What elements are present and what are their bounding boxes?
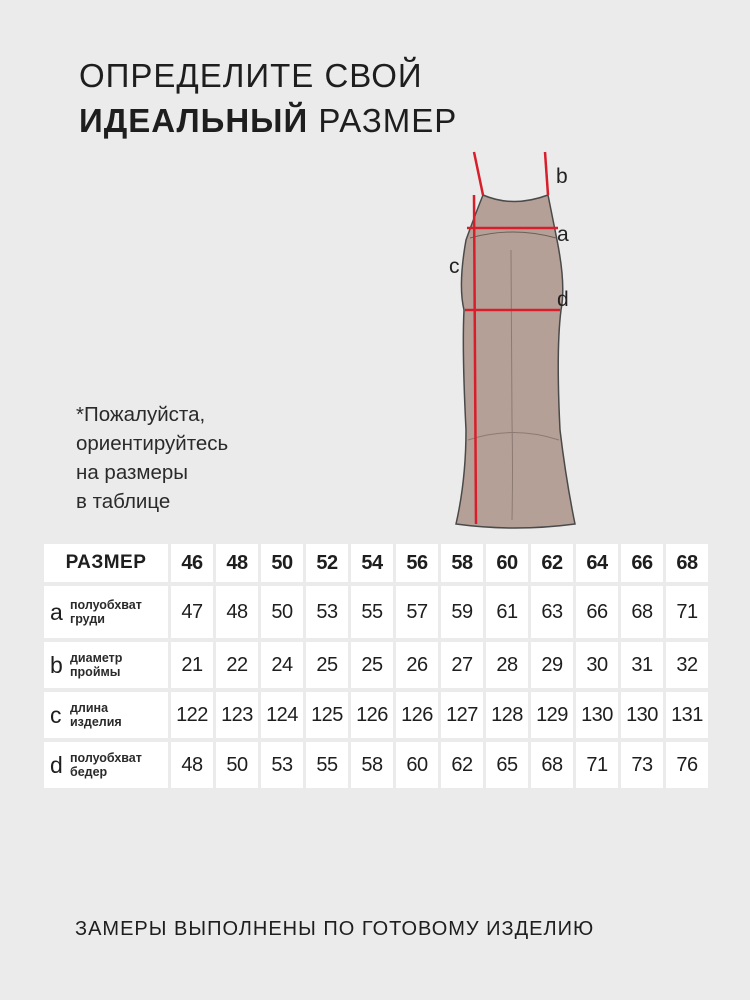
size-column-header: 60 — [486, 544, 528, 582]
footer-note: ЗАМЕРЫ ВЫПОЛНЕНЫ ПО ГОТОВОМУ ИЗДЕЛИЮ — [75, 918, 595, 940]
row-letter: c — [50, 701, 62, 728]
row-description-line: бедер — [70, 765, 108, 779]
row-description — [70, 701, 122, 729]
table-value-cell: 65 — [486, 742, 528, 788]
row-description-line: диаметр — [70, 651, 123, 665]
table-value-cell: 28 — [486, 642, 528, 688]
table-value-cell: 29 — [531, 642, 573, 688]
measure-line-b-right — [545, 152, 548, 195]
size-column-header: 52 — [306, 544, 348, 582]
table-value-cell: 126 — [351, 692, 393, 738]
table-value-cell: 25 — [306, 642, 348, 688]
size-column-header: 56 — [396, 544, 438, 582]
size-column-header: 54 — [351, 544, 393, 582]
table-value-cell: 47 — [171, 586, 213, 638]
table-value-cell: 24 — [261, 642, 303, 688]
row-label-a — [44, 586, 168, 638]
table-value-cell: 32 — [666, 642, 708, 688]
title-rest-word: РАЗМЕР — [308, 102, 458, 139]
row-description-line: полуобхват — [70, 751, 142, 765]
table-value-cell: 22 — [216, 642, 258, 688]
table-value-cell: 129 — [531, 692, 573, 738]
size-note — [76, 400, 228, 516]
size-header-cell: РАЗМЕР — [44, 544, 168, 582]
table-value-cell: 59 — [441, 586, 483, 638]
table-value-cell: 31 — [621, 642, 663, 688]
table-value-cell: 30 — [576, 642, 618, 688]
size-column-header: 66 — [621, 544, 663, 582]
row-label-c — [44, 692, 168, 738]
size-table — [44, 544, 708, 788]
table-value-cell: 27 — [441, 642, 483, 688]
table-value-cell: 58 — [351, 742, 393, 788]
size-column-header: 64 — [576, 544, 618, 582]
table-value-cell: 50 — [216, 742, 258, 788]
measure-line-b — [474, 152, 483, 195]
note-line: в таблице — [76, 490, 171, 513]
table-value-cell: 26 — [396, 642, 438, 688]
table-value-cell: 128 — [486, 692, 528, 738]
table-value-cell: 131 — [666, 692, 708, 738]
table-value-cell: 55 — [306, 742, 348, 788]
size-column-header: 50 — [261, 544, 303, 582]
note-line: на размеры — [76, 461, 189, 484]
table-value-cell: 126 — [396, 692, 438, 738]
table-value-cell: 48 — [171, 742, 213, 788]
table-value-cell: 71 — [666, 586, 708, 638]
table-value-cell: 125 — [306, 692, 348, 738]
row-label-d — [44, 742, 168, 788]
table-value-cell: 130 — [576, 692, 618, 738]
note-line: ориентируйтесь — [76, 432, 229, 455]
title-bold-word: ИДЕАЛЬНЫЙ — [79, 102, 309, 139]
table-value-cell: 71 — [576, 742, 618, 788]
table-value-cell: 124 — [261, 692, 303, 738]
row-label-b — [44, 642, 168, 688]
row-description-line: проймы — [70, 665, 121, 679]
table-value-cell: 60 — [396, 742, 438, 788]
row-description-line: длина — [70, 701, 109, 715]
table-value-cell: 63 — [531, 586, 573, 638]
table-value-cell: 21 — [171, 642, 213, 688]
size-column-header: 58 — [441, 544, 483, 582]
diagram-label-c: c — [449, 255, 460, 278]
size-column-header: 62 — [531, 544, 573, 582]
row-description-line: полуобхват — [70, 598, 142, 612]
table-value-cell: 57 — [396, 586, 438, 638]
table-value-cell: 62 — [441, 742, 483, 788]
title-line-1: ОПРЕДЕЛИТЕ СВОЙ — [79, 57, 423, 94]
row-letter: a — [50, 598, 63, 625]
row-description-line: изделия — [70, 715, 122, 729]
table-value-cell: 50 — [261, 586, 303, 638]
table-value-cell: 73 — [621, 742, 663, 788]
table-value-cell: 122 — [171, 692, 213, 738]
table-value-cell: 76 — [666, 742, 708, 788]
table-value-cell: 53 — [261, 742, 303, 788]
diagram-label-a: a — [557, 223, 569, 246]
diagram-label-d: d — [557, 288, 569, 311]
note-line: *Пожалуйста, — [76, 403, 206, 426]
size-column-header: 46 — [171, 544, 213, 582]
table-value-cell: 130 — [621, 692, 663, 738]
table-value-cell: 61 — [486, 586, 528, 638]
table-value-cell: 25 — [351, 642, 393, 688]
size-column-header: 48 — [216, 544, 258, 582]
table-value-cell: 48 — [216, 586, 258, 638]
table-value-cell: 68 — [531, 742, 573, 788]
table-value-cell: 66 — [576, 586, 618, 638]
table-value-cell: 68 — [621, 586, 663, 638]
row-letter: d — [50, 751, 63, 778]
row-letter: b — [50, 651, 63, 678]
table-value-cell: 123 — [216, 692, 258, 738]
row-description — [70, 598, 142, 626]
row-description — [70, 751, 142, 779]
size-column-header: 68 — [666, 544, 708, 582]
row-description — [70, 651, 122, 679]
table-value-cell: 127 — [441, 692, 483, 738]
diagram-label-b: b — [556, 165, 568, 188]
table-value-cell: 53 — [306, 586, 348, 638]
table-value-cell: 55 — [351, 586, 393, 638]
row-description-line: груди — [70, 612, 105, 626]
